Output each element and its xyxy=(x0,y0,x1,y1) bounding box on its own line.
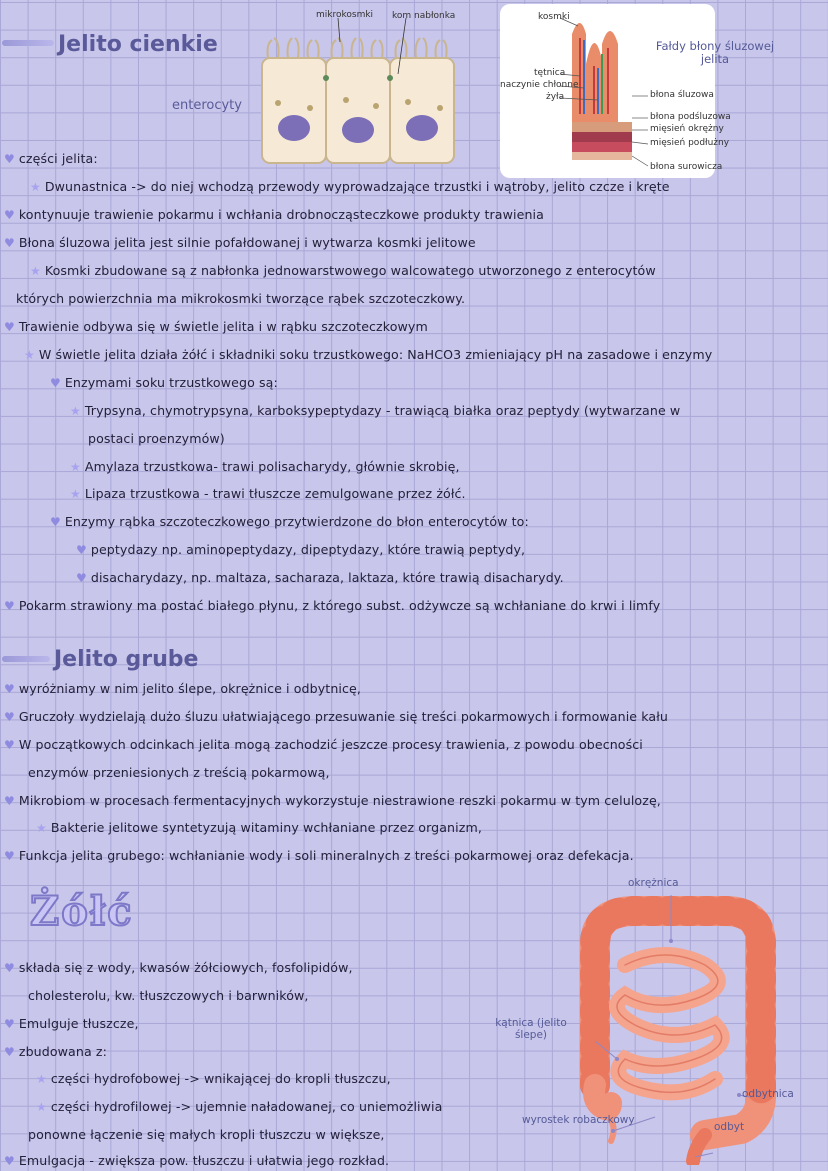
note-line: ★ Dwunastnica -> do niej wchodzą przewody wyprowadzające trzustki i wątroby, jelito czcze i kręte xyxy=(30,179,670,194)
note-line: postaci proenzymów) xyxy=(88,431,225,446)
note-line: ♥ Enzymy rąbka szczoteczkowego przytwierdzone do błon enterocytów to: xyxy=(50,514,529,529)
note-line: ★ części hydrofobowej -> wnikającej do kropli tłuszczu, xyxy=(36,1071,391,1086)
note-line: ponowne łączenie się małych kropli tłuszczu w większe, xyxy=(28,1127,385,1142)
note-line: ♥ Enzymami soku trzustkowego są: xyxy=(50,375,278,390)
villus-figure xyxy=(500,4,731,178)
title-swoosh xyxy=(2,40,54,46)
note-line: ★ Trypsyna, chymotrypsyna, karboksypeptydazy - trawiącą białka oraz peptydy (wytwarzane w xyxy=(70,403,681,418)
label-villi: kosmki xyxy=(538,12,570,22)
label-cecum: kątnica (jelito ślepe) xyxy=(495,1017,567,1041)
label-appendix: wyrostek robaczkowy xyxy=(522,1114,635,1126)
note-line: ★ Amylaza trzustkowa- trawi polisacharydy, głównie skrobię, xyxy=(70,459,460,474)
label-artery: tętnica xyxy=(534,68,566,78)
note-line: ♥ Pokarm strawiony ma postać białego płynu, z którego subst. odżywcze są wchłaniane do krwi i limfy xyxy=(4,598,661,613)
section-title-bile: Żółć xyxy=(30,888,134,935)
label-rectum: odbytnica xyxy=(742,1088,794,1100)
note-line: ♥ Emulguje tłuszcze, xyxy=(4,1016,139,1031)
note-line: ♥ kontynuuje trawienie pokarmu i wchłania drobnocząsteczkowe produkty trawienia xyxy=(4,207,544,222)
note-line: ♥ Funkcja jelita grubego: wchłanianie wody i soli mineralnych z treści pokarmowej oraz defekacja. xyxy=(4,848,634,863)
note-line: cholesterolu, kw. tłuszczowych i barwników, xyxy=(28,988,309,1003)
note-line: których powierzchnia ma mikrokosmki tworzące rąbek szczoteczkowy. xyxy=(16,291,466,306)
note-line: ★ Bakterie jelitowe syntetyzują witaminy wchłaniane przez organizm, xyxy=(36,820,482,835)
enterocyte-illustration xyxy=(258,8,458,170)
note-line: ♥ Błona śluzowa jelita jest silnie pofałdowanej i wytwarza kosmki jelitowe xyxy=(4,235,476,250)
note-line: ♥ zbudowana z: xyxy=(4,1044,107,1059)
note-line: ♥ części jelita: xyxy=(4,151,98,166)
label-mucosal-folds: Fałdy błony śluzowej jelita xyxy=(655,39,775,66)
note-line: ♥ W początkowych odcinkach jelita mogą zachodzić jeszcze procesy trawienia, z powodu obecności xyxy=(4,737,643,752)
note-line: ★ części hydrofilowej -> ujemnie naładowanej, co uniemożliwia xyxy=(36,1099,443,1114)
section-title-large-intestine: Jelito grube xyxy=(54,647,199,672)
label-microvilli: mikrokosmki xyxy=(316,10,374,20)
label-longitudinal-muscle: mięsień podłużny xyxy=(650,138,730,148)
label-epithelium-cell: kom nabłonka xyxy=(392,11,456,21)
label-anus: odbyt xyxy=(714,1121,745,1133)
label-mucosa: błona śluzowa xyxy=(650,90,714,100)
label-submucosa: błona podśluzowa xyxy=(650,112,731,122)
section-title-small-intestine: Jelito cienkie xyxy=(58,32,218,57)
label-lymph: naczynie chłonne xyxy=(500,80,579,90)
label-vein: żyła xyxy=(546,92,565,102)
enterocyte-figure xyxy=(258,8,458,170)
note-line: ♥ peptydazy np. aminopeptydazy, dipeptydazy, które trawią peptydy, xyxy=(76,542,526,557)
note-line: ★ Kosmki zbudowane są z nabłonka jednowarstwowego walcowatego utworzonego z enterocytów xyxy=(30,263,656,278)
label-colon: okrężnica xyxy=(628,877,679,889)
title-swoosh xyxy=(2,656,50,662)
note-line: ♥ Trawienie odbywa się w świetle jelita i w rąbku szczoteczkowym xyxy=(4,319,428,334)
note-line: ♥ składa się z wody, kwasów żółciowych, fosfolipidów, xyxy=(4,960,353,975)
note-line: ♥ Mikrobiom w procesach fermentacyjnych wykorzystuje niestrawione reszki pokarmu w tym celulozę, xyxy=(4,793,661,808)
label-circular-muscle: mięsień okrężny xyxy=(650,124,724,134)
label-enterocytes: enterocyty xyxy=(172,98,242,113)
label-serosa: błona surowicza xyxy=(650,162,723,172)
note-line: ♥ Gruczoły wydzielają dużo śluzu ułatwiającego przesuwanie się treści pokarmowych i formowanie kału xyxy=(4,709,669,724)
note-line: ♥ Emulgacja - zwiększa pow. tłuszczu i ułatwia jego rozkład. xyxy=(4,1153,390,1168)
note-line: enzymów przeniesionych z treścią pokarmową, xyxy=(28,765,330,780)
note-line: ♥ disacharydazy, np. maltaza, sacharaza, laktaza, które trawią disacharydy. xyxy=(76,570,564,585)
note-line: ♥ wyróżniamy w nim jelito ślepe, okrężnice i odbytnicę, xyxy=(4,681,361,696)
note-line: ★ W świetle jelita działa żółć i składniki soku trzustkowego: NaHCO3 zmieniający pH na zasadowe i enzymy xyxy=(24,347,713,362)
note-line: ★ Lipaza trzustkowa - trawi tłuszcze zemulgowane przez żółć. xyxy=(70,486,466,501)
